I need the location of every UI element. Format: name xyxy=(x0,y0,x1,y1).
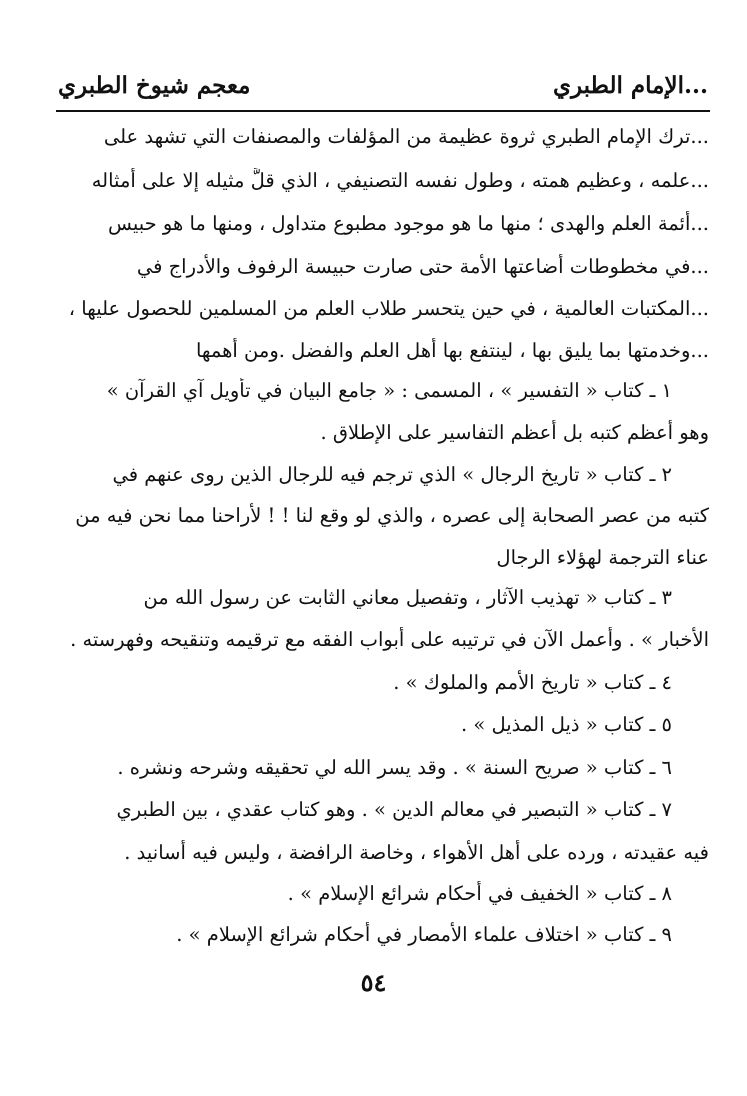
text-line: ...أئمة العلم والهدى ؛ منها ما هو موجود مطبوع متداول ، ومنها ما هو حبيس xyxy=(108,212,709,235)
list-item: ٥ ـ كتاب « ذيل المذيل » . xyxy=(460,713,672,736)
text-line: عناء الترجمة لهؤلاء الرجال xyxy=(496,546,709,569)
text-line: ...ترك الإمام الطبري ثروة عظيمة من المؤلفات والمصنفات التي تشهد على xyxy=(103,125,709,148)
page-number: ٥٤ xyxy=(360,968,387,997)
list-item: ١ ـ كتاب « التفسير » ، المسمى : « جامع البيان في تأويل آي القرآن » xyxy=(106,379,672,402)
header-section-title: ...الإمام الطبري xyxy=(552,72,708,99)
text-line: كتبه من عصر الصحابة إلى عصره ، والذي لو وقع لنا ! ! لأراحنا مما نحن فيه من xyxy=(75,504,709,527)
list-item: ٢ ـ كتاب « تاريخ الرجال » الذي ترجم فيه للرجال الذين روى عنهم في xyxy=(112,463,672,486)
header-book-title: معجم شيوخ الطبري xyxy=(58,72,251,99)
running-header xyxy=(58,72,708,106)
list-item: ٨ ـ كتاب « الخفيف في أحكام شرائع الإسلام » . xyxy=(287,882,672,905)
text-line: ...علمه ، وعظيم همته ، وطول نفسه التصنيفي ، الذي قلَّ مثيله إلا على أمثاله xyxy=(91,169,709,192)
text-line: ...وخدمتها بما يليق بها ، لينتفع بها أهل العلم والفضل .ومن أهمها xyxy=(195,339,709,362)
list-item: ٤ ـ كتاب « تاريخ الأمم والملوك » . xyxy=(393,671,672,694)
text-line: وهو أعظم كتبه بل أعظم التفاسير على الإطلاق . xyxy=(320,421,709,444)
list-item: ٩ ـ كتاب « اختلاف علماء الأمصار في أحكام شرائع الإسلام » . xyxy=(176,923,672,946)
list-item: ٧ ـ كتاب « التبصير في معالم الدين » . وهو كتاب عقدي ، بين الطبري xyxy=(116,798,672,821)
list-item: ٦ ـ كتاب « صريح السنة » . وقد يسر الله لي تحقيقه وشرحه ونشره . xyxy=(117,756,672,779)
text-line: ...المكتبات العالمية ، في حين يتحسر طلاب العلم من المسلمين للحصول عليها ، xyxy=(68,297,709,320)
text-line: فيه عقيدته ، ورده على أهل الأهواء ، وخاصة الرافضة ، وليس فيه أسانيد . xyxy=(124,841,709,864)
header-divider xyxy=(56,110,710,112)
text-line: ...في مخطوطات أضاعتها الأمة حتى صارت حبيسة الرفوف والأدراج في xyxy=(136,255,709,278)
list-item: ٣ ـ كتاب « تهذيب الآثار ، وتفصيل معاني الثابت عن رسول الله من xyxy=(143,586,672,609)
text-line: الأخبار » . وأعمل الآن في ترتيبه على أبواب الفقه مع ترقيمه وتنقيحه وفهرسته . xyxy=(70,628,709,651)
